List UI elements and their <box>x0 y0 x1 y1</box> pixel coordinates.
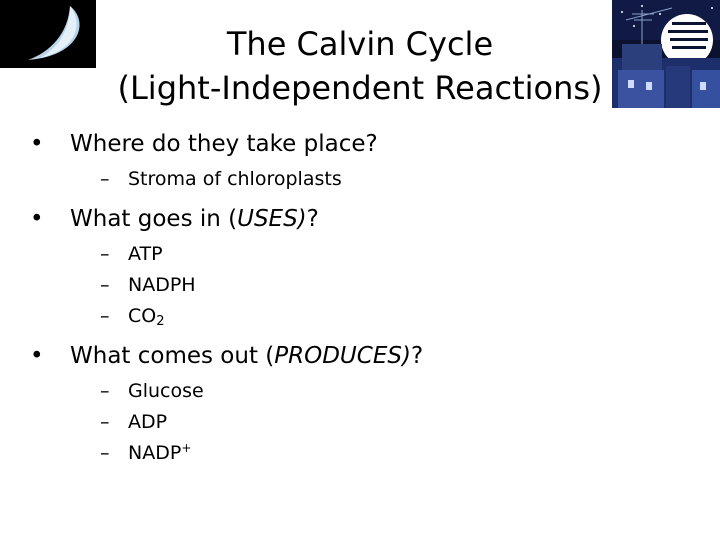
bullet-dot: • <box>30 343 44 369</box>
dash-symbol: – <box>100 442 110 464</box>
dash-symbol: – <box>100 305 110 327</box>
bullet-produces: • What comes out (PRODUCES)? <box>30 340 610 372</box>
bullet-uses: • What goes in (USES)? <box>30 203 610 235</box>
title-line-2: (Light-Independent Reactions) <box>117 69 603 107</box>
slide-title <box>100 22 620 110</box>
subitem-nadp: – NADP+ <box>100 438 610 469</box>
night-rooftop-moon-image <box>612 0 720 108</box>
bullet-where: • Where do they take place? <box>30 128 610 160</box>
dash-symbol: – <box>100 168 110 190</box>
dash-symbol: – <box>100 274 110 296</box>
bullet-list <box>30 128 610 469</box>
title-line-1: The Calvin Cycle <box>226 25 494 63</box>
subitem-adp: – ADP <box>100 407 610 438</box>
dash-symbol: – <box>100 411 110 433</box>
subitem-nadph: – NADPH <box>100 270 610 301</box>
subitem-atp: – ATP <box>100 239 610 270</box>
dash-symbol: – <box>100 380 110 402</box>
subitem-glucose: – Glucose <box>100 376 610 407</box>
crescent-moon-image <box>0 0 96 68</box>
subitem-stroma: – Stroma of chloroplasts <box>100 164 610 195</box>
subitem-co2: – $CO_2$ <box>100 301 610 332</box>
dash-symbol: – <box>100 243 110 265</box>
bullet-dot: • <box>30 206 44 232</box>
bullet-dot: • <box>30 131 44 157</box>
